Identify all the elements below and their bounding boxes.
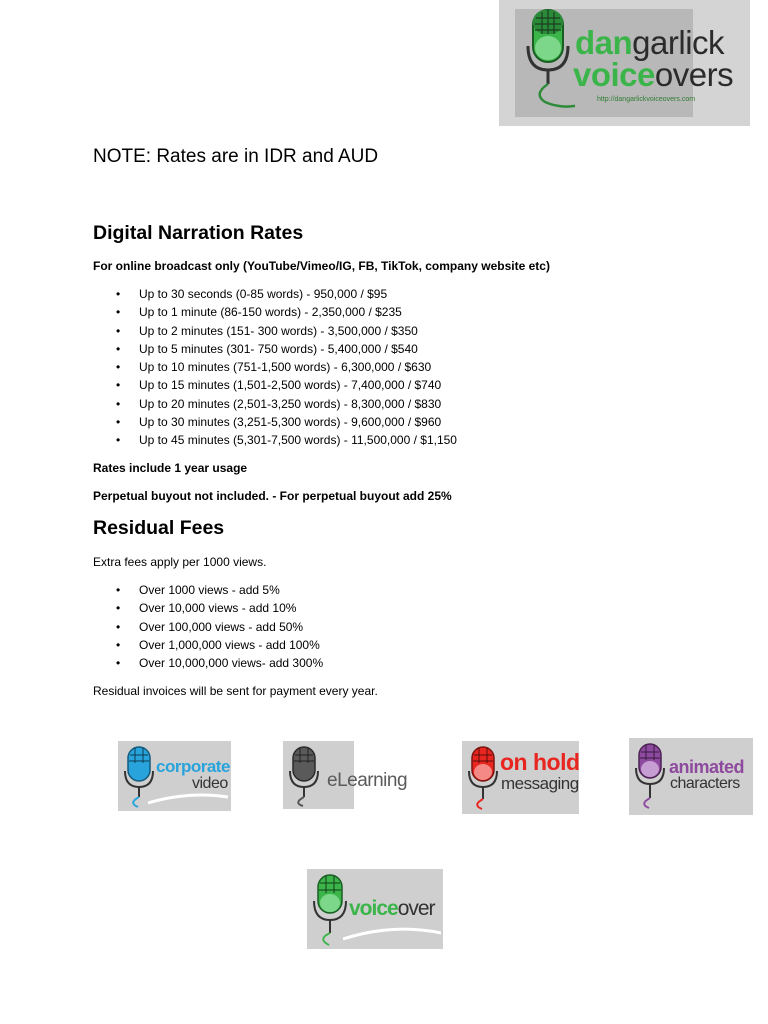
residual-intro: Extra fees apply per 1000 views. bbox=[93, 555, 267, 569]
corporate-video-badge bbox=[118, 741, 231, 811]
brand-line-2: voiceovers bbox=[573, 56, 734, 93]
list-item: • Up to 30 seconds (0-85 words) - 950,000 / $95 bbox=[93, 285, 457, 303]
brand-line-1: dangarlick bbox=[575, 24, 725, 61]
badge-subtitle: characters bbox=[670, 775, 740, 792]
list-item: • Over 1000 views - add 5% bbox=[93, 581, 323, 599]
digital-rates-subheading: For online broadcast only (YouTube/Vimeo/IG, FB, TikTok, company website etc) bbox=[93, 259, 550, 273]
residual-fees-heading: Residual Fees bbox=[93, 517, 225, 539]
digital-rates-list bbox=[93, 285, 457, 450]
list-item: • Over 100,000 views - add 50% bbox=[93, 618, 323, 636]
list-item: • Over 10,000,000 views- add 300% bbox=[93, 654, 323, 672]
badge-subtitle: video bbox=[192, 775, 228, 792]
list-item: • Up to 45 minutes (5,301-7,500 words) - 11,500,000 / $1,150 bbox=[93, 431, 457, 449]
list-item: • Over 10,000 views - add 10% bbox=[93, 599, 323, 617]
list-item: • Over 1,000,000 views - add 100% bbox=[93, 636, 323, 654]
voiceover-badge bbox=[307, 869, 443, 949]
digital-rates-heading: Digital Narration Rates bbox=[93, 222, 304, 244]
buyout-note: Perpetual buyout not included. - For perpetual buyout add 25% bbox=[93, 489, 452, 503]
swoosh-decoration bbox=[148, 791, 228, 809]
usage-note: Rates include 1 year usage bbox=[93, 461, 248, 475]
list-item: • Up to 30 minutes (3,251-5,300 words) - 9,600,000 / $960 bbox=[93, 413, 457, 431]
microphone-icon bbox=[523, 6, 575, 110]
brand-logo bbox=[499, 0, 750, 126]
microphone-icon bbox=[466, 745, 502, 811]
list-item: • Up to 5 minutes (301- 750 words) - 5,400,000 / $540 bbox=[93, 340, 457, 358]
invoice-note: Residual invoices will be sent for payment every year. bbox=[93, 684, 378, 698]
badge-title: voiceover bbox=[349, 897, 435, 920]
list-item: • Up to 10 minutes (751-1,500 words) - 6,300,000 / $630 bbox=[93, 358, 457, 376]
on-hold-messaging-badge bbox=[462, 741, 579, 814]
badge-title: on hold bbox=[500, 749, 580, 775]
list-item: • Up to 15 minutes (1,501-2,500 words) - 7,400,000 / $740 bbox=[93, 376, 457, 394]
badge-subtitle: messaging bbox=[501, 774, 579, 793]
badge-title: animated bbox=[669, 757, 745, 777]
microphone-icon bbox=[633, 742, 669, 810]
swoosh-decoration bbox=[343, 921, 441, 945]
brand-url: http://dangarlickvoiceovers.com bbox=[597, 96, 696, 103]
list-item: • Up to 1 minute (86-150 words) - 2,350,000 / $235 bbox=[93, 303, 457, 321]
animated-characters-badge bbox=[629, 738, 753, 815]
elearning-label: eLearning bbox=[327, 770, 408, 791]
microphone-icon bbox=[287, 745, 323, 807]
badge-title: corporate bbox=[156, 757, 230, 776]
residual-fees-list bbox=[93, 581, 323, 672]
list-item: • Up to 2 minutes (151- 300 words) - 3,500,000 / $350 bbox=[93, 322, 457, 340]
list-item: • Up to 20 minutes (2,501-3,250 words) - 8,300,000 / $830 bbox=[93, 395, 457, 413]
note-heading: NOTE: Rates are in IDR and AUD bbox=[93, 146, 379, 167]
